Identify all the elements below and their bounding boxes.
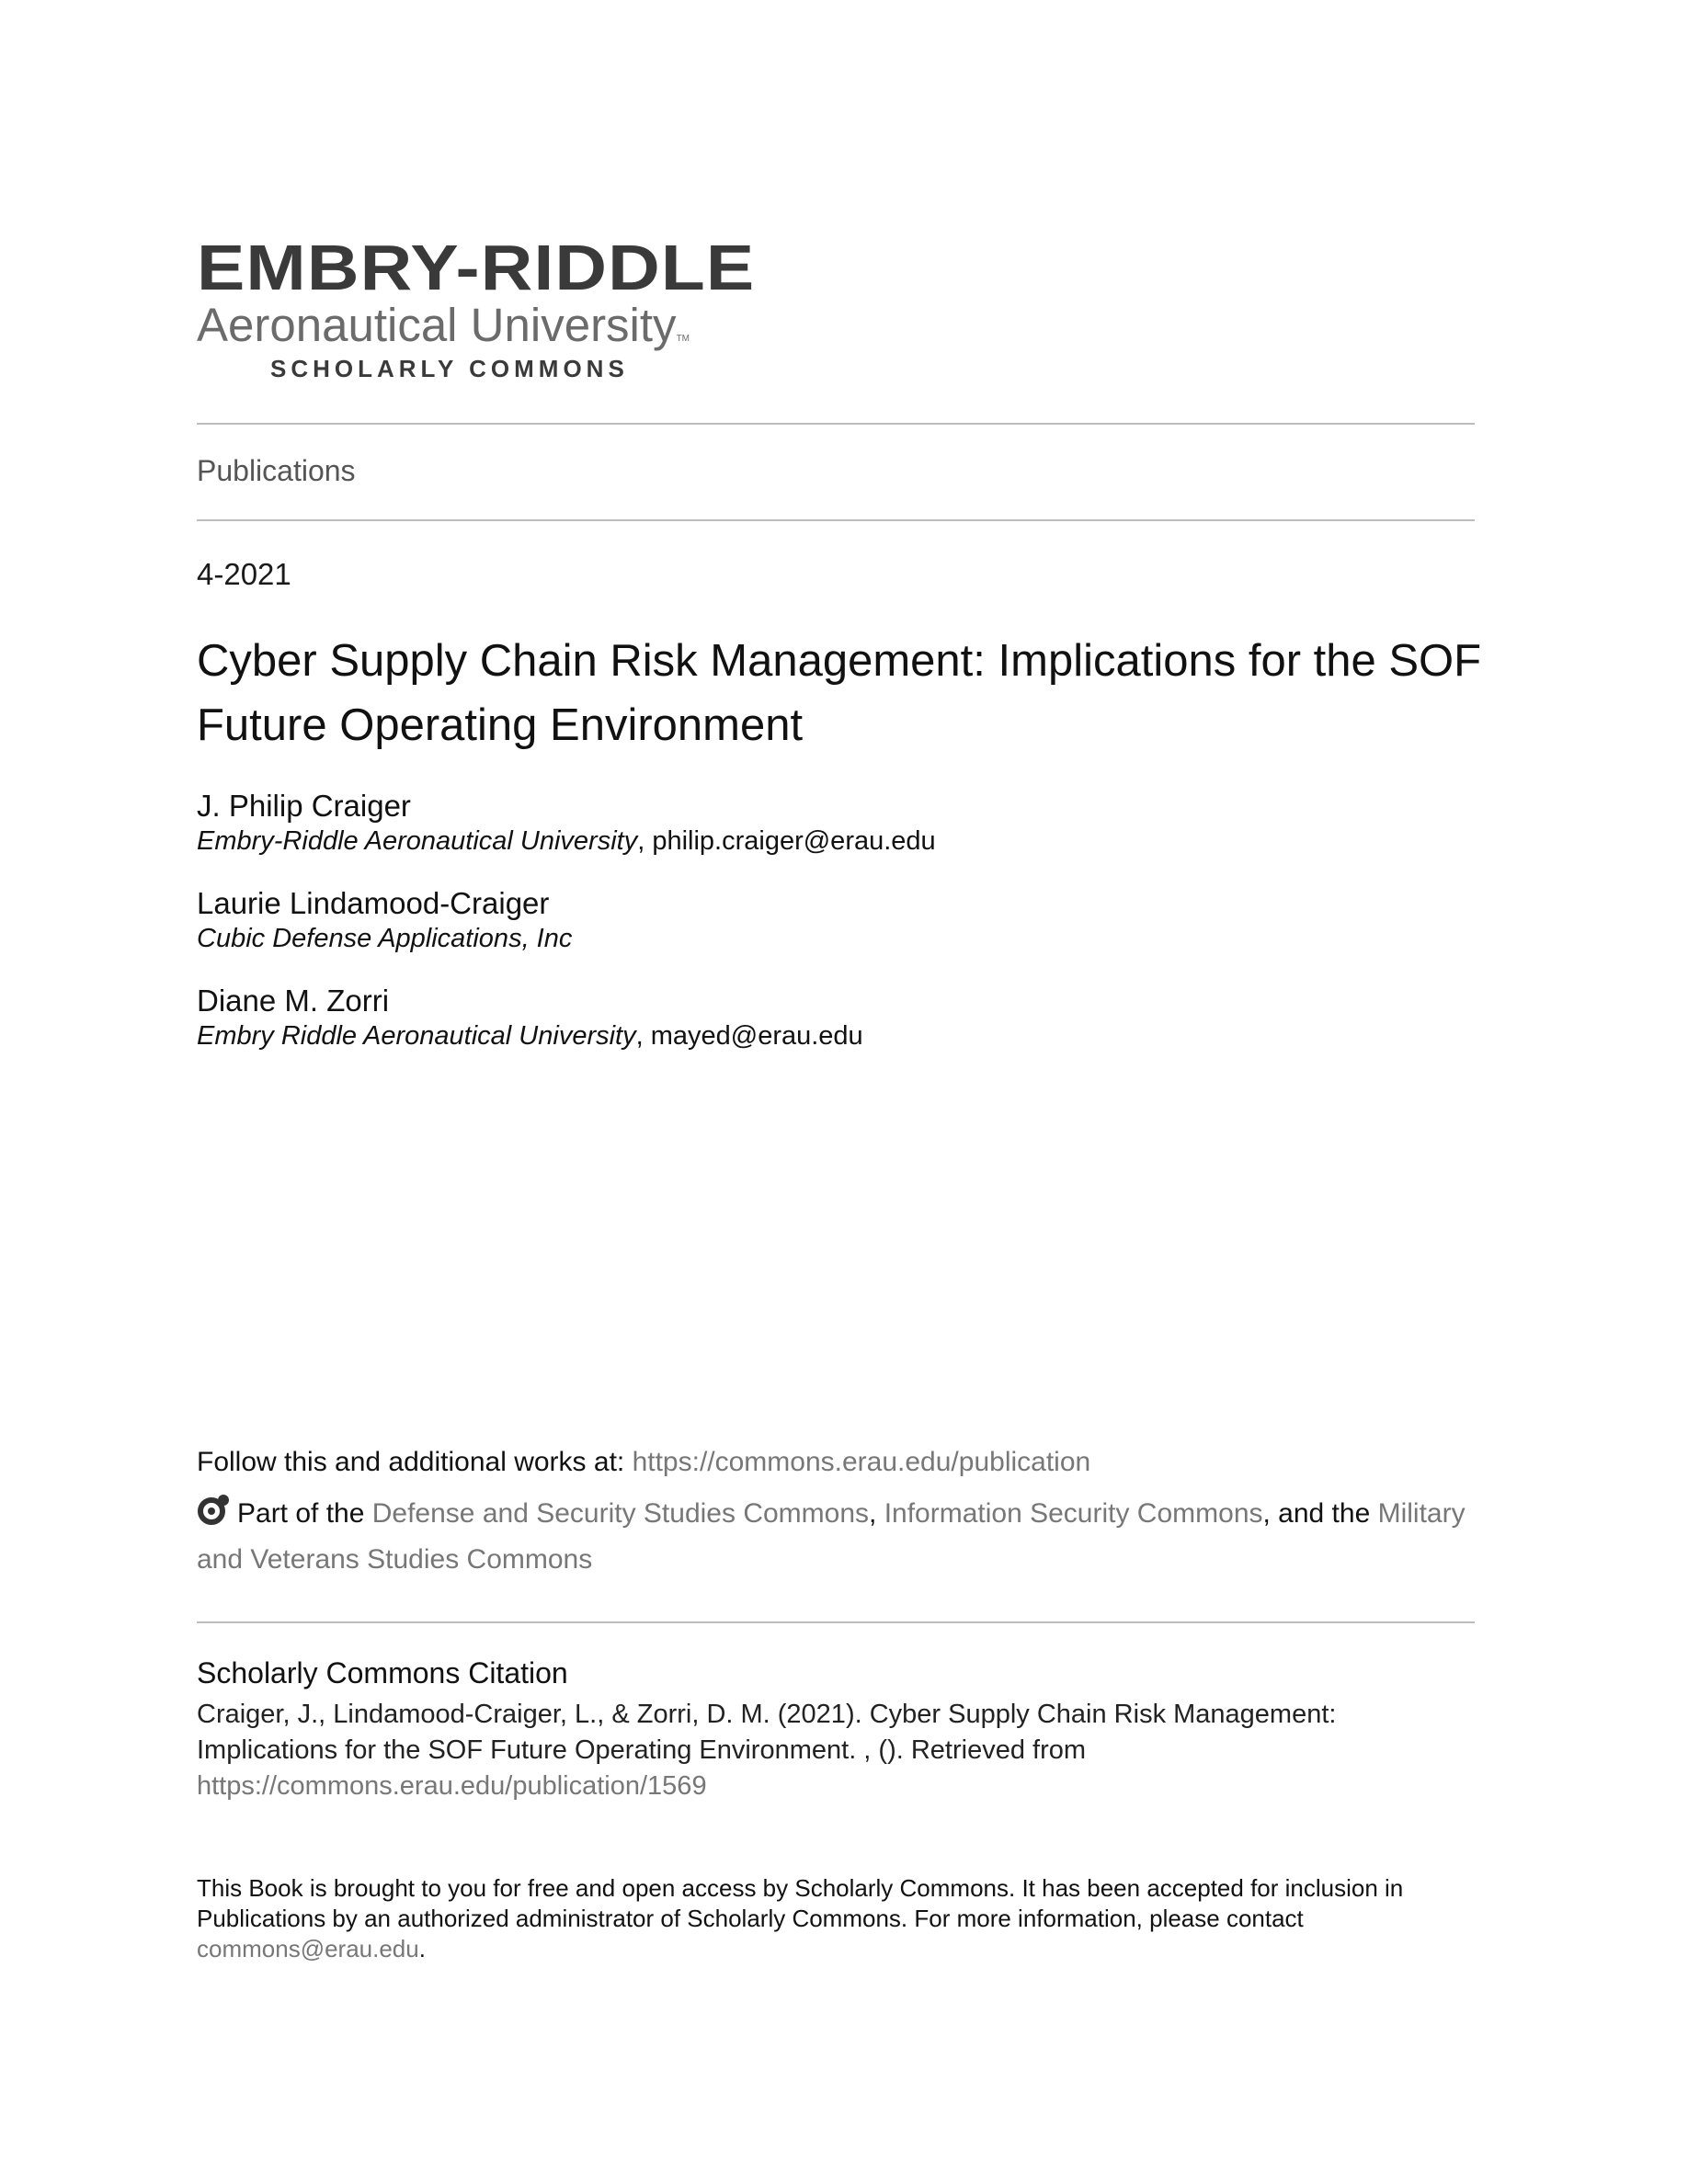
author-affiliation: Cubic Defense Applications, Inc <box>197 924 573 953</box>
author-entry <box>197 789 1484 859</box>
publication-date: 4-2021 <box>197 557 291 591</box>
divider-citation <box>197 1621 1475 1623</box>
commons-network-icon <box>197 1493 232 1526</box>
follow-line: Follow this and additional works at: https://commons.erau.edu/publication <box>197 1447 1091 1477</box>
author-email: , philip.craiger@erau.edu <box>637 826 936 856</box>
author-email: , mayed@erau.edu <box>635 1021 863 1051</box>
citation-heading: Scholarly Commons Citation <box>197 1656 568 1689</box>
contact-email-link[interactable]: commons@erau.edu <box>197 1935 419 1962</box>
defense-security-commons-link[interactable]: Defense and Security Studies Commons <box>371 1498 870 1529</box>
author-name: J. Philip Craiger <box>197 789 411 823</box>
access-notice: This Book is brought to you for free and open access by Scholarly Commons. It has been accepted for inclusion in Publications by an authorized administrator of Scholarly Commons. For more information, please contact commons@erau.edu. <box>197 1874 1404 1962</box>
author-entry <box>197 886 1484 956</box>
information-security-commons-link[interactable]: Information Security Commons <box>884 1498 1263 1529</box>
author-list <box>197 789 1484 1081</box>
divider-top <box>197 423 1475 425</box>
military-veterans-commons-link[interactable]: Military and Veterans Studies Commons <box>197 1498 1466 1575</box>
part-of-commons: Part of the Defense and Security Studies Commons, Information Security Commons, and the Military and Veterans Studies Commons <box>197 1491 1484 1583</box>
embry-riddle-logo[interactable] <box>197 232 804 382</box>
author-affiliation: Embry-Riddle Aeronautical University, philip.craiger@erau.edu <box>197 826 936 856</box>
author-entry <box>197 984 1484 1053</box>
author-name: Laurie Lindamood-Craiger <box>197 886 550 920</box>
author-affiliation: Embry Riddle Aeronautical University, mayed@erau.edu <box>197 1021 863 1051</box>
document-title: Cyber Supply Chain Risk Management: Implications for the SOF Future Operating Environment <box>197 636 1482 750</box>
logo-tagline: SCHOLARLY COMMONS <box>270 355 629 382</box>
divider-series <box>197 519 1475 521</box>
logo-wordmark: EMBRY-RIDDLE <box>197 232 756 303</box>
author-name: Diane M. Zorri <box>197 984 390 1018</box>
citation-link[interactable]: https://commons.erau.edu/publication/1569 <box>197 1771 707 1801</box>
logo-trademark: TM <box>676 334 690 344</box>
logo-subtitle: Aeronautical UniversityTM <box>197 299 690 351</box>
publication-link[interactable]: https://commons.erau.edu/publication <box>632 1447 1091 1477</box>
series-label[interactable]: Publications <box>197 454 356 487</box>
citation-text: Craiger, J., Lindamood-Craiger, L., & Zorri, D. M. (2021). Cyber Supply Chain Risk Management: Implications for the SOF Future Operating Environment. , (). Retrieved from https://commons.erau.edu/publication/1569 <box>197 1700 1337 1801</box>
